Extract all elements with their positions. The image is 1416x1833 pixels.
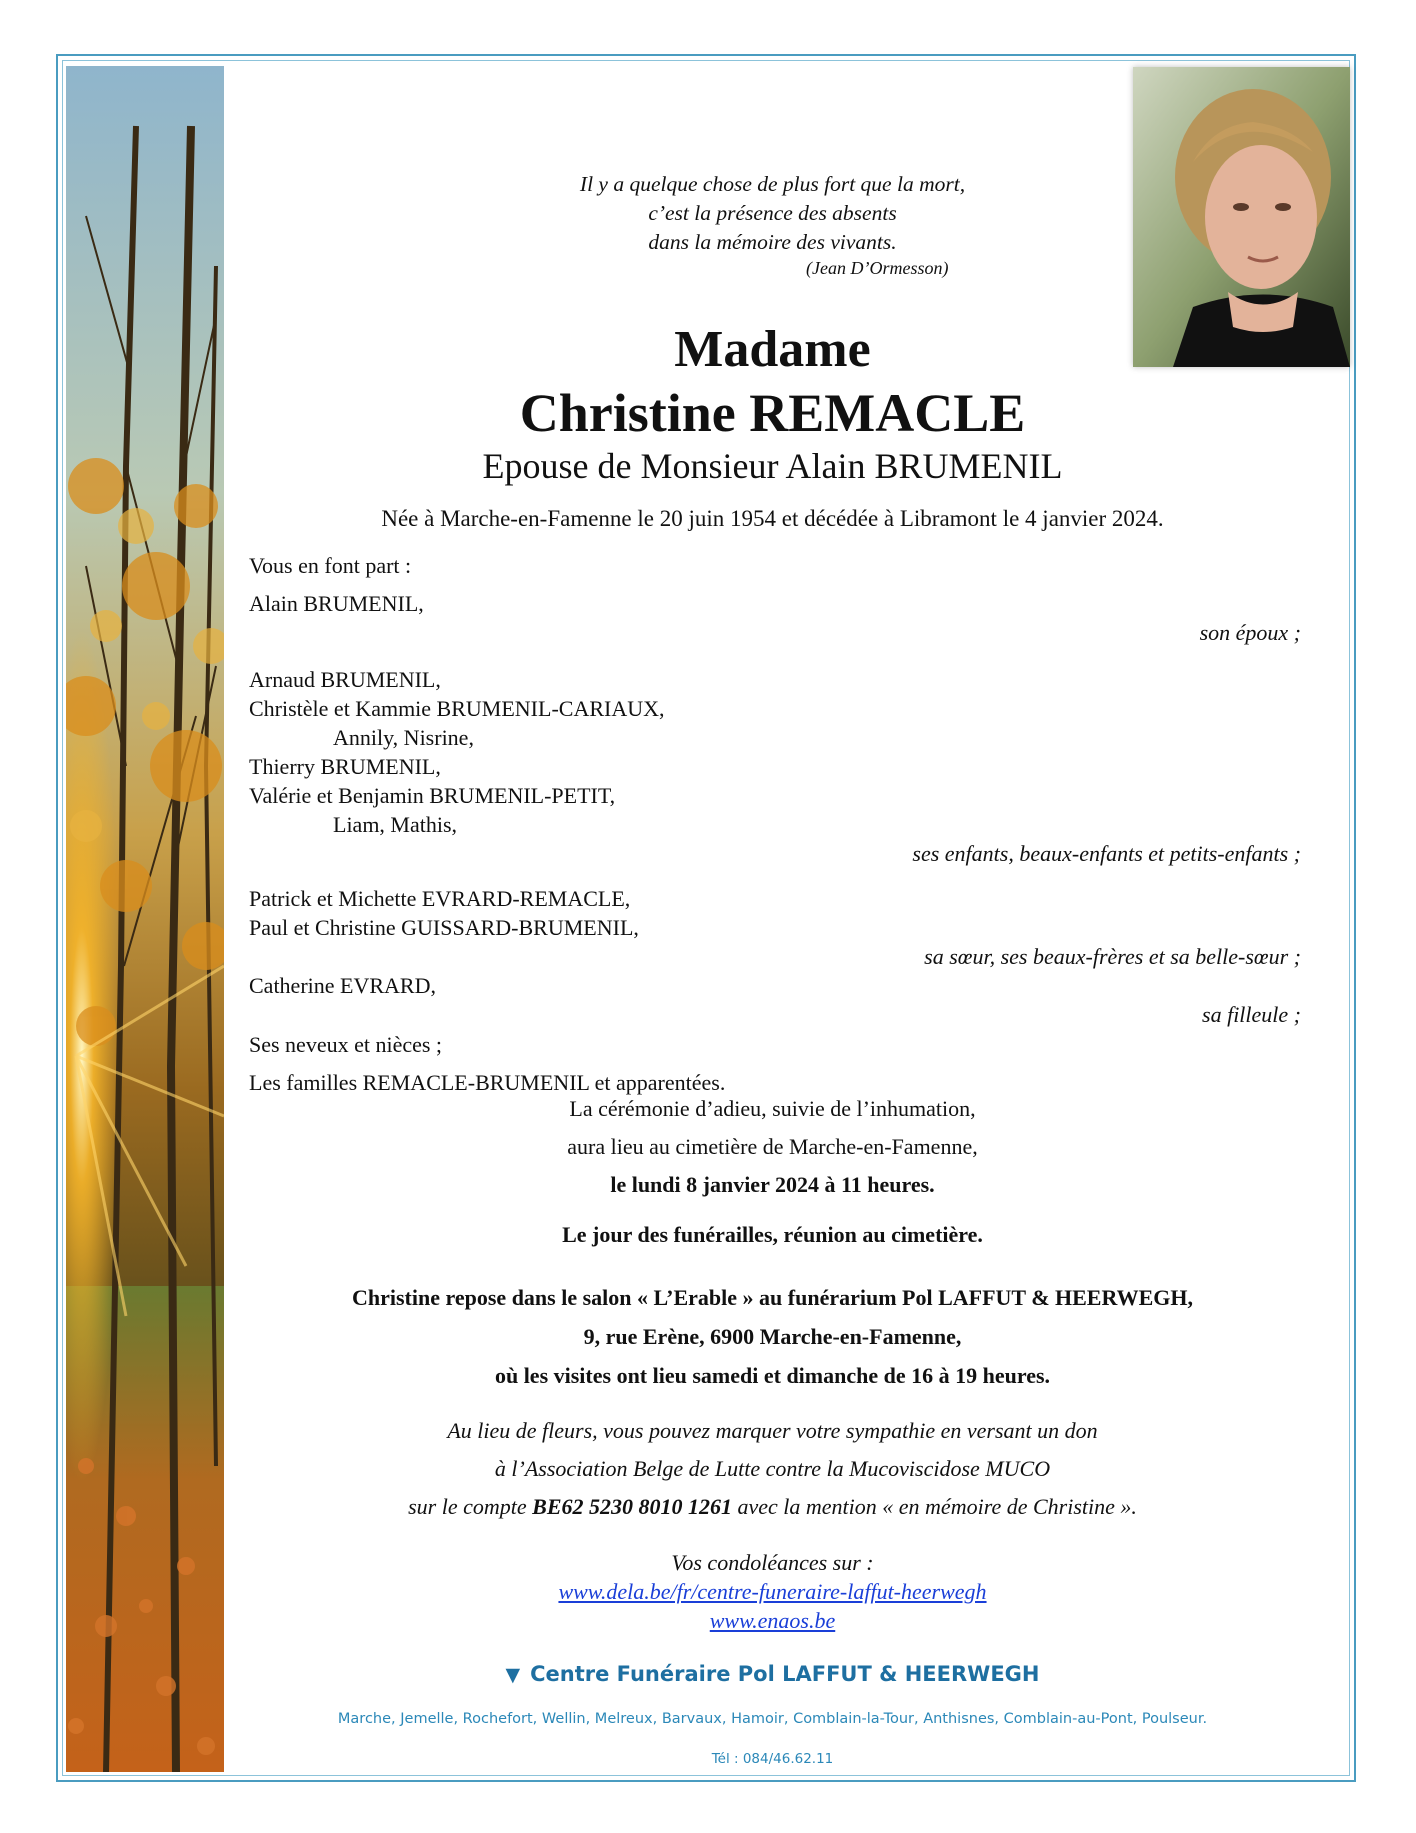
funeral-home-name: [240, 1662, 1305, 1686]
nephews-text: Ses neveux et nièces ;: [249, 1032, 443, 1057]
family-member: Paul et Christine GUISSARD-BRUMENIL,: [249, 915, 639, 940]
spouse-line: Epouse de Monsieur Alain BRUMENIL: [482, 446, 1063, 486]
family-member: Valérie et Benjamin BRUMENIL-PETIT,: [249, 783, 616, 808]
autumn-forest-image: [66, 66, 224, 1772]
quote-line: Il y a quelque chose de plus fort que la mort,: [579, 172, 966, 196]
quote-line: dans la mémoire des vivants.: [648, 230, 897, 254]
repose-line: Christine repose dans le salon « L’Erable » au funérarium Pol LAFFUT & HEERWEGH,: [352, 1285, 1193, 1310]
family-member: Christèle et Kammie BRUMENIL-CARIAUX,: [249, 696, 665, 721]
visit-hours: où les visites ont lieu samedi et dimanche de 16 à 19 heures.: [494, 1363, 1051, 1388]
quote-author: (Jean D’Ormesson): [806, 258, 949, 278]
relation-label: son époux ;: [1199, 620, 1301, 645]
repose-block: [240, 1278, 1305, 1395]
intro-text: Vous en font part :: [249, 553, 412, 578]
condolences-block: [240, 1548, 1305, 1635]
families-text: Les familles REMACLE-BRUMENIL et apparentées.: [249, 1070, 726, 1095]
condolence-link-enaos[interactable]: www.enaos.be: [709, 1608, 836, 1633]
family-member: Patrick et Michette EVRARD-REMACLE,: [249, 886, 631, 911]
relation-label: sa filleule ;: [1202, 1002, 1301, 1027]
family-member: Annily, Nisrine,: [333, 725, 474, 750]
family-member: Arnaud BRUMENIL,: [249, 667, 441, 692]
family-member: Alain BRUMENIL,: [249, 591, 424, 616]
ceremony-block: [240, 1090, 1305, 1204]
quote-line: c’est la présence des absents: [648, 201, 897, 225]
family-member: Thierry BRUMENIL,: [249, 754, 441, 779]
donation-text: avec la mention « en mémoire de Christine ».: [732, 1494, 1137, 1519]
donation-account-line: [240, 1488, 1305, 1526]
funeral-home-label: Centre Funéraire Pol LAFFUT & HEERWEGH: [530, 1662, 1040, 1686]
repose-address: 9, rue Erène, 6900 Marche-en-Famenne,: [583, 1324, 962, 1349]
funeral-home-locations: Marche, Jemelle, Rochefort, Wellin, Melreux, Barvaux, Hamoir, Comblain-la-Tour, Anthisnes, Comblain-au-Pont, Poulseur.: [337, 1711, 1208, 1727]
donation-line: à l’Association Belge de Lutte contre la Mucoviscidose MUCO: [494, 1456, 1051, 1481]
relation-label: sa sœur, ses beaux-frères et sa belle-sœur ;: [924, 944, 1301, 969]
honorific-title: Madame: [674, 321, 871, 378]
family-member: Liam, Mathis,: [333, 812, 458, 837]
ceremony-line: La cérémonie d’adieu, suivie de l’inhumation,: [569, 1096, 976, 1121]
donation-text: sur le compte: [408, 1494, 533, 1519]
donation-line: Au lieu de fleurs, vous pouvez marquer votre sympathie en versant un don: [447, 1418, 1098, 1443]
deceased-name: Christine REMACLE: [519, 383, 1026, 443]
birth-death-dates: Née à Marche-en-Famenne le 20 juin 1954 et décédée à Libramont le 4 janvier 2024.: [381, 506, 1164, 531]
relation-label: ses enfants, beaux-enfants et petits-enfants ;: [912, 841, 1301, 866]
bank-account: BE62 5230 8010 1261: [532, 1494, 732, 1519]
triangle-down-icon: ▼: [505, 1664, 521, 1686]
funeral-home-phone: Tél : 084/46.62.11: [711, 1751, 834, 1767]
ceremony-date: le lundi 8 janvier 2024 à 11 heures.: [610, 1172, 935, 1197]
family-member: Catherine EVRARD,: [249, 973, 436, 998]
ceremony-line: aura lieu au cimetière de Marche-en-Famenne,: [567, 1134, 978, 1159]
donation-block: [240, 1412, 1305, 1526]
condolences-label: Vos condoléances sur :: [671, 1550, 874, 1575]
quote-block: [240, 170, 1305, 257]
condolence-link-dela[interactable]: www.dela.be/fr/centre-funeraire-laffut-heerwegh: [558, 1579, 987, 1604]
funerals-note: Le jour des funérailles, réunion au cimetière.: [562, 1222, 983, 1247]
